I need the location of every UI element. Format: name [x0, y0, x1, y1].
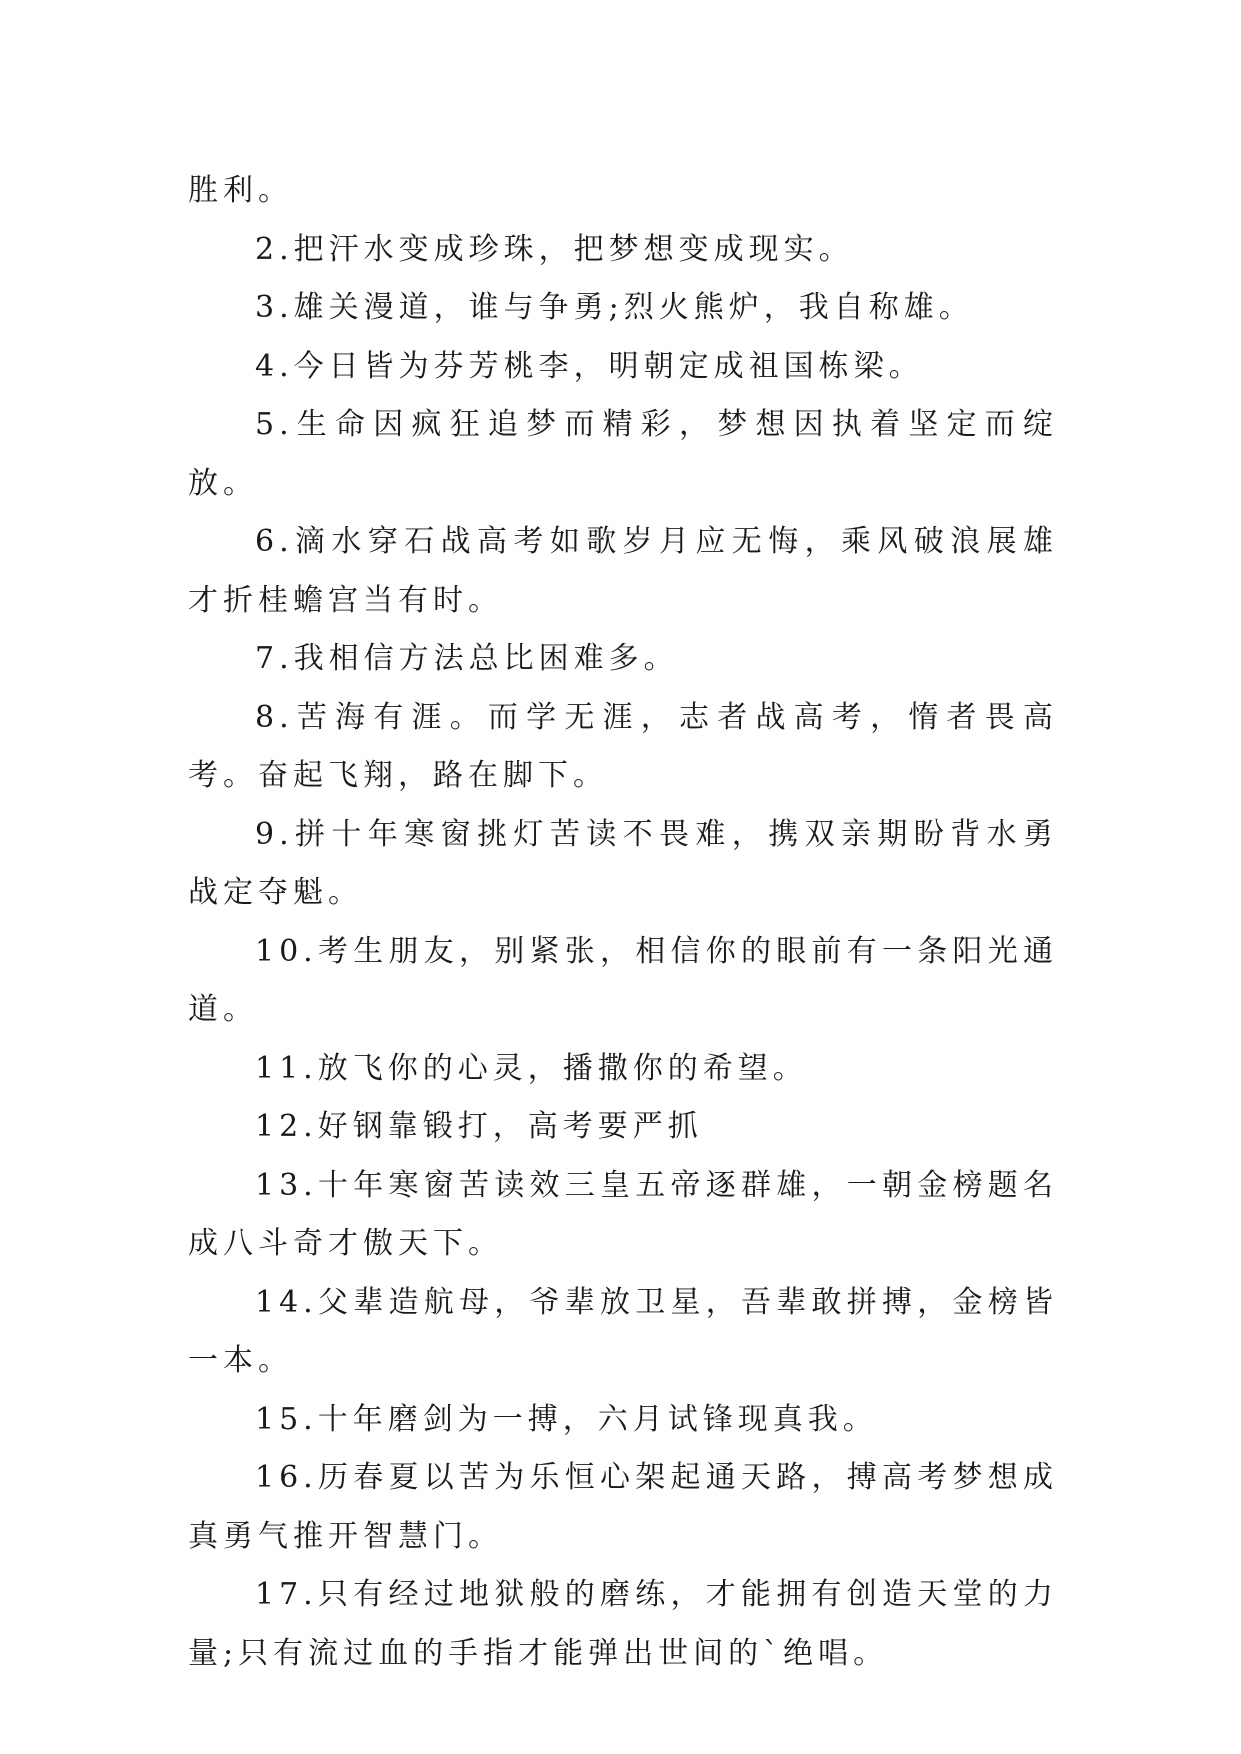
paragraph-item-11: 11.放飞你的心灵，播撒你的希望。: [255, 1050, 808, 1086]
paragraph-item-2: 2.把汗水变成珍珠，把梦想变成现实。: [255, 231, 854, 267]
paragraph-item-10: 10.考生朋友，别紧张，相信你的眼前有一条阳光通道。: [188, 933, 1058, 1027]
paragraph-item-4: 4.今日皆为芬芳桃李，明朝定成祖国栋梁。: [255, 348, 924, 384]
paragraph-item-15: 15.十年磨剑为一搏，六月试锋现真我。: [255, 1401, 878, 1437]
paragraph-item-9: 9.拼十年寒窗挑灯苦读不畏难，携双亲期盼背水勇战定夺魁。: [188, 816, 1058, 910]
paragraph-continuation: 胜利。: [188, 173, 293, 208]
paragraph-item-5: 5.生命因疯狂追梦而精彩，梦想因执着坚定而绽放。: [188, 407, 1058, 501]
paragraph-item-14: 14.父辈造航母，爷辈放卫星，吾辈敢拼搏，金榜皆一本。: [188, 1284, 1058, 1378]
paragraph-item-3: 3.雄关漫道，谁与争勇;烈火熊炉，我自称雄。: [255, 290, 974, 325]
paragraph-item-7: 7.我相信方法总比困难多。: [255, 641, 679, 676]
paragraph-item-13: 13.十年寒窗苦读效三皇五帝逐群雄，一朝金榜题名成八斗奇才傲天下。: [188, 1167, 1058, 1261]
paragraph-item-6: 6.滴水穿石战高考如歌岁月应无悔，乘风破浪展雄才折桂蟾宫当有时。: [188, 524, 1058, 618]
paragraph-item-17: 17.只有经过地狱般的磨练，才能拥有创造天堂的力量;只有流过血的手指才能弹出世间的`绝唱。: [188, 1577, 1058, 1671]
body-text: [188, 162, 1058, 1683]
paragraph-item-16: 16.历春夏以苦为乐恒心架起通天路，搏高考梦想成真勇气推开智慧门。: [188, 1460, 1058, 1554]
paragraph-item-12: 12.好钢靠锻打，高考要严抓: [255, 1109, 703, 1144]
paragraph-item-8: 8.苦海有涯。而学无涯，志者战高考，惰者畏高考。奋起飞翔，路在脚下。: [188, 699, 1058, 793]
